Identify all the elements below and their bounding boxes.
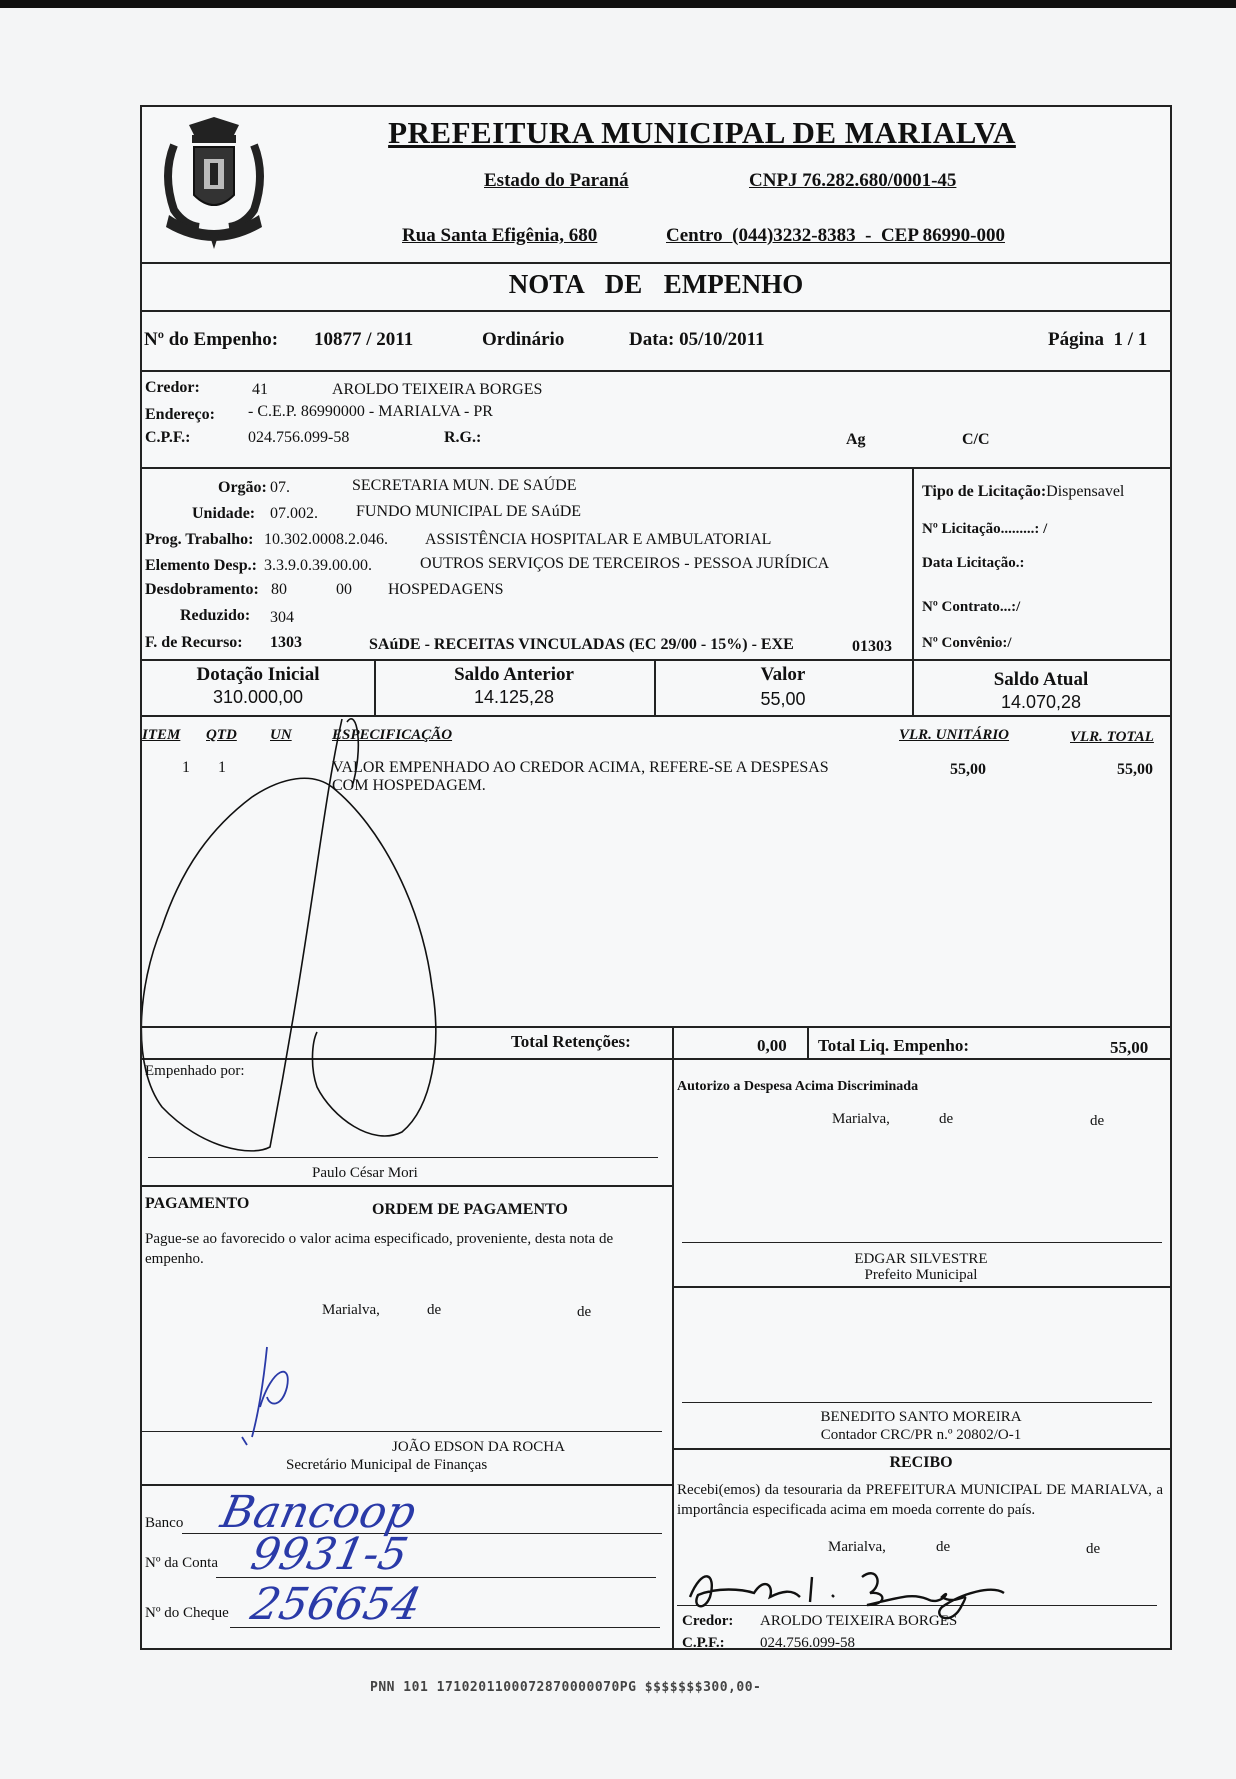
- recibo-place: Marialva,: [828, 1539, 886, 1555]
- dotacao-inicial-value: 310.000,00: [212, 687, 304, 707]
- empenho-type: Ordinário: [482, 329, 565, 350]
- credor-name: AROLDO TEIXEIRA BORGES: [332, 381, 543, 398]
- reduzido-value: 304: [270, 609, 294, 626]
- recibo-de-2: de: [1086, 1541, 1101, 1557]
- orgao-name: SECRETARIA MUN. DE SAÚDE: [352, 477, 577, 494]
- banco-handwritten-value: Bancoop: [216, 1487, 421, 1538]
- credor-label: Credor:: [145, 379, 200, 396]
- contact-info: Centro (044)3232-8383 - CEP 86990-000: [666, 225, 1005, 246]
- autorizo-de-1: de: [939, 1111, 954, 1127]
- empenho-number-label: Nº do Empenho:: [144, 329, 279, 350]
- empenho-date: Data: 05/10/2011: [629, 329, 765, 350]
- numero-contrato: Nº Contrato...:/: [922, 599, 1021, 615]
- cheque-label: Nº do Cheque: [145, 1605, 229, 1621]
- prog-trabalho-name: ASSISTÊNCIA HOSPITALAR E AMBULATORIAL: [425, 531, 772, 548]
- pagamento-de-2: de: [577, 1304, 592, 1320]
- col-vlr-total-header: VLR. TOTAL: [1070, 729, 1154, 745]
- total-liquido-label: Total Liq. Empenho:: [818, 1036, 969, 1055]
- valor-label: Valor: [760, 664, 806, 685]
- document-title: NOTA DE EMPENHO: [508, 269, 804, 299]
- orgao-label: Orgão:: [218, 479, 267, 496]
- conta-corrente-label: C/C: [962, 431, 990, 448]
- empenhado-por-name: Paulo César Mori: [312, 1165, 418, 1181]
- prefeito-role: Prefeito Municipal: [864, 1267, 978, 1283]
- elemento-label: Elemento Desp.:: [145, 557, 257, 574]
- dotacao-inicial-label: Dotação Inicial: [196, 664, 320, 685]
- credor-cpf: 024.756.099-58: [248, 429, 350, 446]
- recibo-credor-name: AROLDO TEIXEIRA BORGES: [760, 1613, 958, 1629]
- page-indicator: Página 1 / 1: [1048, 329, 1148, 350]
- municipality-title: PREFEITURA MUNICIPAL DE MARIALVA: [388, 115, 1016, 150]
- recibo-cpf-value: 024.756.099-58: [760, 1635, 855, 1651]
- agencia-label: Ag: [846, 431, 866, 448]
- recibo-cpf-label: C.P.F.:: [682, 1635, 725, 1651]
- item-quantity: 1: [218, 759, 226, 776]
- numero-licitacao: Nº Licitação.........: /: [922, 521, 1048, 537]
- credor-address: - C.E.P. 86990000 - MARIALVA - PR: [248, 403, 493, 420]
- desdobramento-b: 00: [336, 581, 352, 598]
- pagamento-text: Pague-se ao favorecido o valor acima especificado, proveniente, desta nota de empenho.: [145, 1231, 614, 1267]
- fonte-recurso-code: 1303: [270, 634, 302, 651]
- endereco-label: Endereço:: [145, 406, 215, 423]
- item-unit-value: 55,00: [950, 761, 986, 778]
- cnpj: CNPJ 76.282.680/0001-45: [749, 170, 957, 191]
- unidade-label: Unidade:: [192, 505, 256, 522]
- prefeito-name: EDGAR SILVESTRE: [854, 1251, 988, 1267]
- secretario-name: JOÃO EDSON DA ROCHA: [392, 1439, 565, 1455]
- autorizo-place: Marialva,: [832, 1111, 890, 1127]
- desdobramento-a: 80: [271, 581, 287, 598]
- item-total-value: 55,00: [1117, 761, 1153, 778]
- conta-label: Nº da Conta: [145, 1555, 218, 1571]
- item-description-line1: VALOR EMPENHADO AO CREDOR ACIMA, REFERE-SE A DESPESAS: [332, 759, 829, 776]
- valor-value: 55,00: [760, 689, 806, 709]
- empenho-number: 10877 / 2011: [314, 329, 414, 350]
- credor-code: 41: [252, 381, 268, 398]
- autorizo-label: Autorizo a Despesa Acima Discriminada: [677, 1079, 919, 1094]
- unidade-name: FUNDO MUNICIPAL DE SAúDE: [356, 503, 582, 520]
- cpf-label: C.P.F.:: [145, 429, 191, 446]
- saldo-anterior-value: 14.125,28: [473, 687, 555, 707]
- scan-top-edge: [0, 0, 1236, 8]
- banco-label: Banco: [145, 1515, 184, 1531]
- total-retencoes-label: Total Retenções:: [511, 1032, 631, 1051]
- col-qtd-header: QTD: [206, 727, 237, 743]
- pagamento-de-1: de: [427, 1302, 442, 1318]
- recibo-de-1: de: [936, 1539, 951, 1555]
- contador-role: Contador CRC/PR n.º 20802/O-1: [820, 1427, 1022, 1443]
- fonte-recurso-name: SAúDE - RECEITAS VINCULADAS (EC 29/00 - 15%) - EXE: [369, 636, 794, 653]
- pagamento-label: PAGAMENTO: [145, 1195, 250, 1212]
- orgao-code: 07.: [270, 479, 290, 496]
- prog-trabalho-label: Prog. Trabalho:: [145, 531, 254, 548]
- total-retencoes-value: 0,00: [757, 1036, 787, 1055]
- rg-label: R.G.:: [444, 429, 482, 446]
- saldo-anterior-label: Saldo Anterior: [454, 664, 574, 685]
- recibo-text: Recebi(emos) da tesouraria da PREFEITURA MUNICIPAL DE MARIALVA, a importância especificada acima em moeda corrente do país.: [677, 1482, 1163, 1518]
- fonte-recurso-ref: 01303: [852, 638, 892, 655]
- municipal-coat-of-arms-icon: [154, 115, 274, 255]
- bank-processing-code: PNN 101 1710201100072870000070PG $$$$$$$300,00-: [370, 1680, 762, 1695]
- unidade-code: 07.002.: [270, 505, 318, 522]
- reduzido-label: Reduzido:: [180, 607, 251, 624]
- secretario-role: Secretário Municipal de Finanças: [286, 1457, 488, 1473]
- empenhado-por-label: Empenhado por:: [145, 1063, 245, 1079]
- saldo-atual-value: 14.070,28: [1000, 692, 1082, 712]
- item-number: 1: [182, 759, 190, 776]
- col-un-header: UN: [270, 727, 292, 743]
- saldo-atual-label: Saldo Atual: [993, 669, 1089, 690]
- contador-name: BENEDITO SANTO MOREIRA: [820, 1409, 1022, 1425]
- data-licitacao: Data Licitação.:: [922, 555, 1025, 571]
- recibo-title: RECIBO: [889, 1454, 953, 1471]
- elemento-name: OUTROS SERVIÇOS DE TERCEIROS - PESSOA JURÍDICA: [420, 555, 830, 572]
- state-name: Estado do Paraná: [484, 170, 629, 191]
- cheque-handwritten-value: 256654: [246, 1579, 426, 1630]
- ordem-pagamento-label: ORDEM DE PAGAMENTO: [372, 1201, 568, 1218]
- street-address: Rua Santa Efigênia, 680: [402, 225, 598, 246]
- elemento-code: 3.3.9.0.39.00.00.: [264, 557, 372, 574]
- numero-convenio: Nº Convênio:/: [922, 635, 1012, 651]
- item-description-line2: COM HOSPEDAGEM.: [332, 777, 486, 794]
- pagamento-place: Marialva,: [322, 1302, 380, 1318]
- desdobramento-name: HOSPEDAGENS: [388, 581, 504, 598]
- recibo-credor-label: Credor:: [682, 1613, 734, 1629]
- desdobramento-label: Desdobramento:: [145, 581, 259, 598]
- col-especificacao-header: ESPECIFICAÇÃO: [332, 727, 453, 743]
- fonte-recurso-label: F. de Recurso:: [145, 634, 243, 651]
- tipo-licitacao: Tipo de Licitação:Dispensavel: [922, 483, 1125, 500]
- nota-de-empenho-form: [140, 105, 1172, 1650]
- prog-trabalho-code: 10.302.0008.2.046.: [264, 531, 388, 548]
- col-item-header: ITEM: [142, 727, 181, 743]
- conta-handwritten-value: 9931-5: [246, 1529, 413, 1580]
- total-liquido-value: 55,00: [1110, 1038, 1149, 1057]
- autorizo-de-2: de: [1090, 1113, 1105, 1129]
- col-vlr-unitario-header: VLR. UNITÁRIO: [899, 727, 1010, 743]
